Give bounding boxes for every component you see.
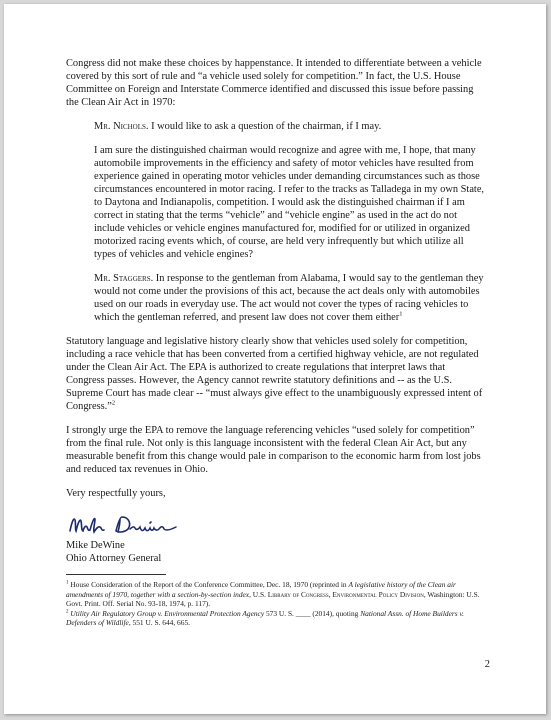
speaker-staggers: Mr. Staggers. <box>94 273 154 284</box>
footnote-case-name: Utility Air Regulatory Group v. Environmental Protection Agency <box>70 608 265 618</box>
document-page <box>4 4 546 714</box>
quote-text: In response to the gentleman from Alabama, I would say to the gentleman they would not come under the provisions of this act, because the act deals only with automobiles used on our roads in everyday use. The act would not cover the types of racing vehicles to which the gentleman referred, and present law does not cover them either <box>94 273 484 323</box>
intro-paragraph: Congress did not make these choices by happenstance. It intended to differentiate between a vehicle covered by this sort of rule and “a vehicle used solely for competition.” In fact, the U.S. House Committee on Foreign and Interstate Commerce identified and discussed this issue before passing the Clean Air Act in 1970: <box>66 58 482 108</box>
quote-text: I would like to ask a question of the chairman, if I may. <box>148 121 382 132</box>
footnote-number: 1 <box>66 580 69 586</box>
letter-body <box>66 57 486 628</box>
footnote-text: 573 U. S. ____ (2014), quoting <box>264 608 361 618</box>
page-number: 2 <box>484 659 490 670</box>
footnote-title: A legislative history of the Clean air amendments of 1970, together with a section-by-section index <box>66 580 456 599</box>
footnote-ref-2[interactable]: 2 <box>111 399 116 407</box>
footnote-publisher: Library of Congress, Environmental Policy Division <box>267 589 424 599</box>
signer-title: Ohio Attorney General <box>66 553 162 564</box>
footnote-2 <box>66 609 486 628</box>
quote-nichols-statement: I am sure the distinguished chairman would recognize and agree with me, I hope, that many automobile improvements in the efficiency and safety of motor vehicles have resulted from experience gained in operating motor vehicles under demanding circumstances such as those circumstances encountered in motor racing. I refer to the tracks as Talladega in my own State, to Daytona and Indianapolis, competition. I would ask the distinguished chairman if I am correct in stating that the terms “vehicle” and “vehicle engine” as used in the act do not include vehicles or vehicle engines manufactured for, modified for or utilized in organized motorized racing events which, of course, are held very infrequently but which utilize all types of vehicles and vehicle engines? <box>94 145 485 260</box>
signer-name: Mike DeWine <box>66 540 125 551</box>
signature-icon <box>66 511 206 539</box>
footnote-ref-1[interactable]: 1 <box>399 310 403 318</box>
footnote-number: 2 <box>66 609 69 615</box>
footnote-text: , 551 U. S. 644, 665. <box>128 618 190 628</box>
quote-staggers-response <box>94 272 486 324</box>
quote-nichols-question <box>94 120 486 133</box>
request-paragraph: I strongly urge the EPA to remove the language referencing vehicles “used solely for competition” from the final rule. Not only is this language inconsistent with the federal Clean Air Act, but any measurable benefit from this change would pale in comparison to the economic harm from lost jobs and reduced tax revenues in Ohio. <box>66 425 481 475</box>
statutory-paragraph <box>66 335 486 413</box>
footnote-case-name: National Assn. of Home Builders v. Defenders of Wildlife <box>66 608 465 628</box>
footnote-text: , Washington: U.S. Govt. Print. Off. Serial No. 93-18, 1974, p. 117). <box>66 589 480 609</box>
footnote-divider <box>66 574 166 575</box>
footnote-text: , U.S. <box>249 589 268 599</box>
paragraph-text: Statutory language and legislative history clearly show that vehicles used solely for competition, including a race vehicle that has been converted from a certified highway vehicle, are not regulated under the Clean Air Act. The EPA is authorized to create regulations that interpret laws that Congress passes. However, the Agency cannot rewrite statutory definitions and -- as the U.S. Supreme Court has made clear -- “must always give effect to the unambiguously expressed intent of Congress.” <box>66 336 483 412</box>
closing-salutation: Very respectfully yours, <box>66 488 166 499</box>
signature-image <box>66 511 486 539</box>
footnote-1 <box>66 580 486 609</box>
speaker-nichols: Mr. Nichols. <box>94 121 149 132</box>
footnote-text: House Consideration of the Report of the Conference Committee, Dec. 18, 1970 (reprinted in <box>68 580 349 589</box>
